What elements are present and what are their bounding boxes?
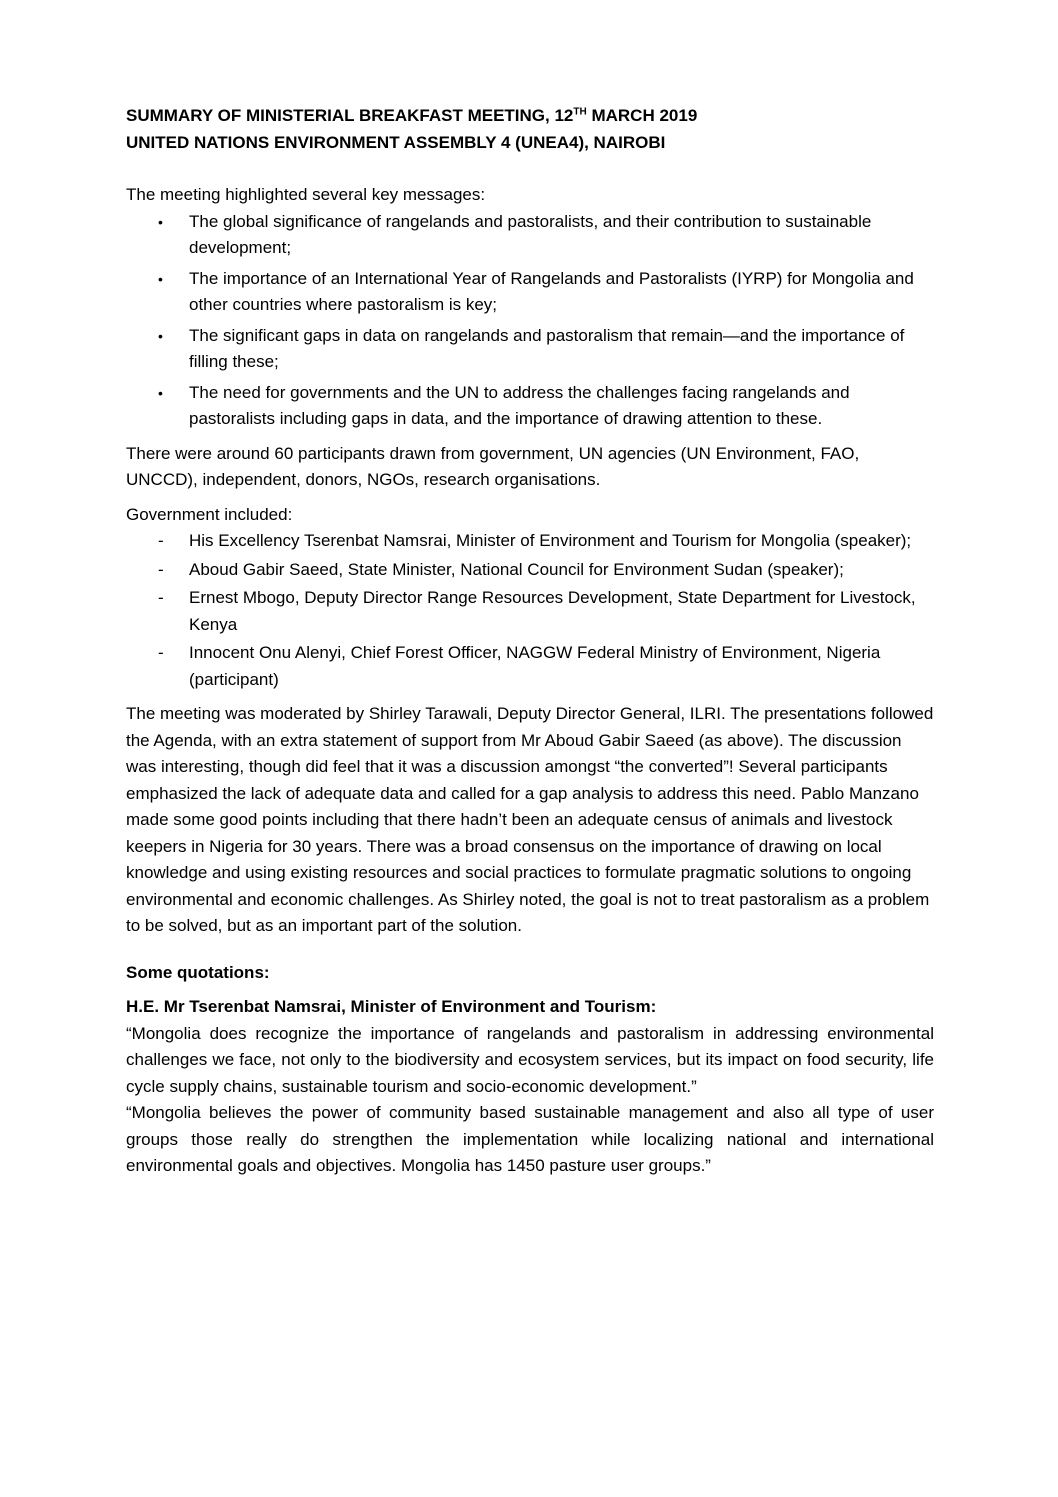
dash-icon: -: [158, 588, 164, 607]
bullet-icon: •: [158, 270, 163, 287]
list-item: [126, 266, 934, 319]
title-line-1-text: SUMMARY OF MINISTERIAL BREAKFAST MEETING, 12: [126, 106, 574, 125]
list-item: [126, 640, 934, 693]
title-line-2: UNITED NATIONS ENVIRONMENT ASSEMBLY 4 (UNEA4), NAIROBI: [126, 132, 666, 152]
list-item: [126, 209, 934, 262]
list-item: [126, 380, 934, 433]
bullet-icon: •: [158, 327, 163, 344]
bullet-icon: •: [158, 384, 163, 401]
list-item: [126, 585, 934, 638]
dash-icon: -: [158, 559, 164, 579]
document-title: [126, 103, 934, 156]
bullet-icon: •: [158, 213, 163, 230]
moderation-paragraph: The meeting was moderated by Shirley Tarawali, Deputy Director General, ILRI. The presentations followed the Agenda, with an extra statement of support from Mr Aboud Gabir Saeed (as above). The discussion was interesting, though did feel that it was a discussion amongst “the converted”! Several participants emphasized the lack of adequate data and called for a gap analysis to address this need. Pablo Manzano made some good points including that there hadn’t been an adequate census of animals and livestock keepers in Nigeria for 30 years. There was a broad consensus on the importance of drawing on local knowledge and using existing resources and social practices to formulate pragmatic solutions to ongoing environmental and economic challenges. As Shirley noted, the goal is not to treat pastoralism as a problem to be solved, but as an important part of the solution.: [126, 704, 934, 935]
quote-paragraph: “Mongolia does recognize the importance of rangelands and pastoralism in addressing environmental challenges we face, not only to the biodiversity and ecosystem services, but its impact on food security, life cycle supply chains, sustainable tourism and socio-economic development.”: [126, 1023, 934, 1096]
list-item-text: The importance of an International Year of Rangelands and Pastoralists (IYRP) for Mongolia and other countries where pastoralism is key;: [189, 268, 914, 314]
list-item-text: His Excellency Tserenbat Namsrai, Minister of Environment and Tourism for Mongolia (speaker);: [189, 531, 912, 550]
dash-icon: -: [158, 643, 164, 662]
participants-paragraph: There were around 60 participants drawn from government, UN agencies (UN Environment, FAO, UNCCD), independent, donors, NGOs, research organisations.: [126, 443, 860, 489]
government-intro: Government included:: [126, 504, 293, 524]
list-item: [126, 528, 934, 555]
key-messages-list: [126, 209, 934, 433]
title-line-1-date: MARCH 2019: [586, 106, 698, 125]
list-item-text: The global significance of rangelands and pastoralists, and their contribution to sustainable development;: [189, 211, 872, 257]
list-item-text: Aboud Gabir Saeed, State Minister, National Council for Environment Sudan (speaker);: [189, 559, 844, 579]
speaker-heading: H.E. Mr Tserenbat Namsrai, Minister of Environment and Tourism:: [126, 997, 657, 1016]
intro-text: The meeting highlighted several key messages:: [126, 185, 486, 204]
dash-icon: -: [158, 531, 164, 550]
list-item-text: The need for governments and the UN to address the challenges facing rangelands and pastoralists including gaps in data, and the importance of drawing attention to these.: [189, 382, 850, 428]
quotations-heading: Some quotations:: [126, 962, 270, 982]
government-list: [126, 528, 934, 693]
list-item-text: Innocent Onu Alenyi, Chief Forest Officer, NAGGW Federal Ministry of Environment, Nigeria (participant): [189, 643, 881, 689]
quote-paragraph: “Mongolia believes the power of community based sustainable management and also all type of user groups those really do strengthen the implementation while localizing national and international environmental goals and objectives. Mongolia has 1450 pasture user groups.”: [126, 1103, 934, 1175]
list-item-text: Ernest Mbogo, Deputy Director Range Resources Development, State Department for Livestock, Kenya: [189, 588, 916, 634]
list-item: [126, 323, 934, 376]
list-item: [126, 557, 934, 584]
document-page: [126, 103, 934, 1180]
title-superscript: TH: [573, 106, 587, 118]
title-line-1: [126, 103, 934, 130]
list-item-text: The significant gaps in data on rangelands and pastoralism that remain—and the importance of filling these;: [189, 325, 905, 371]
